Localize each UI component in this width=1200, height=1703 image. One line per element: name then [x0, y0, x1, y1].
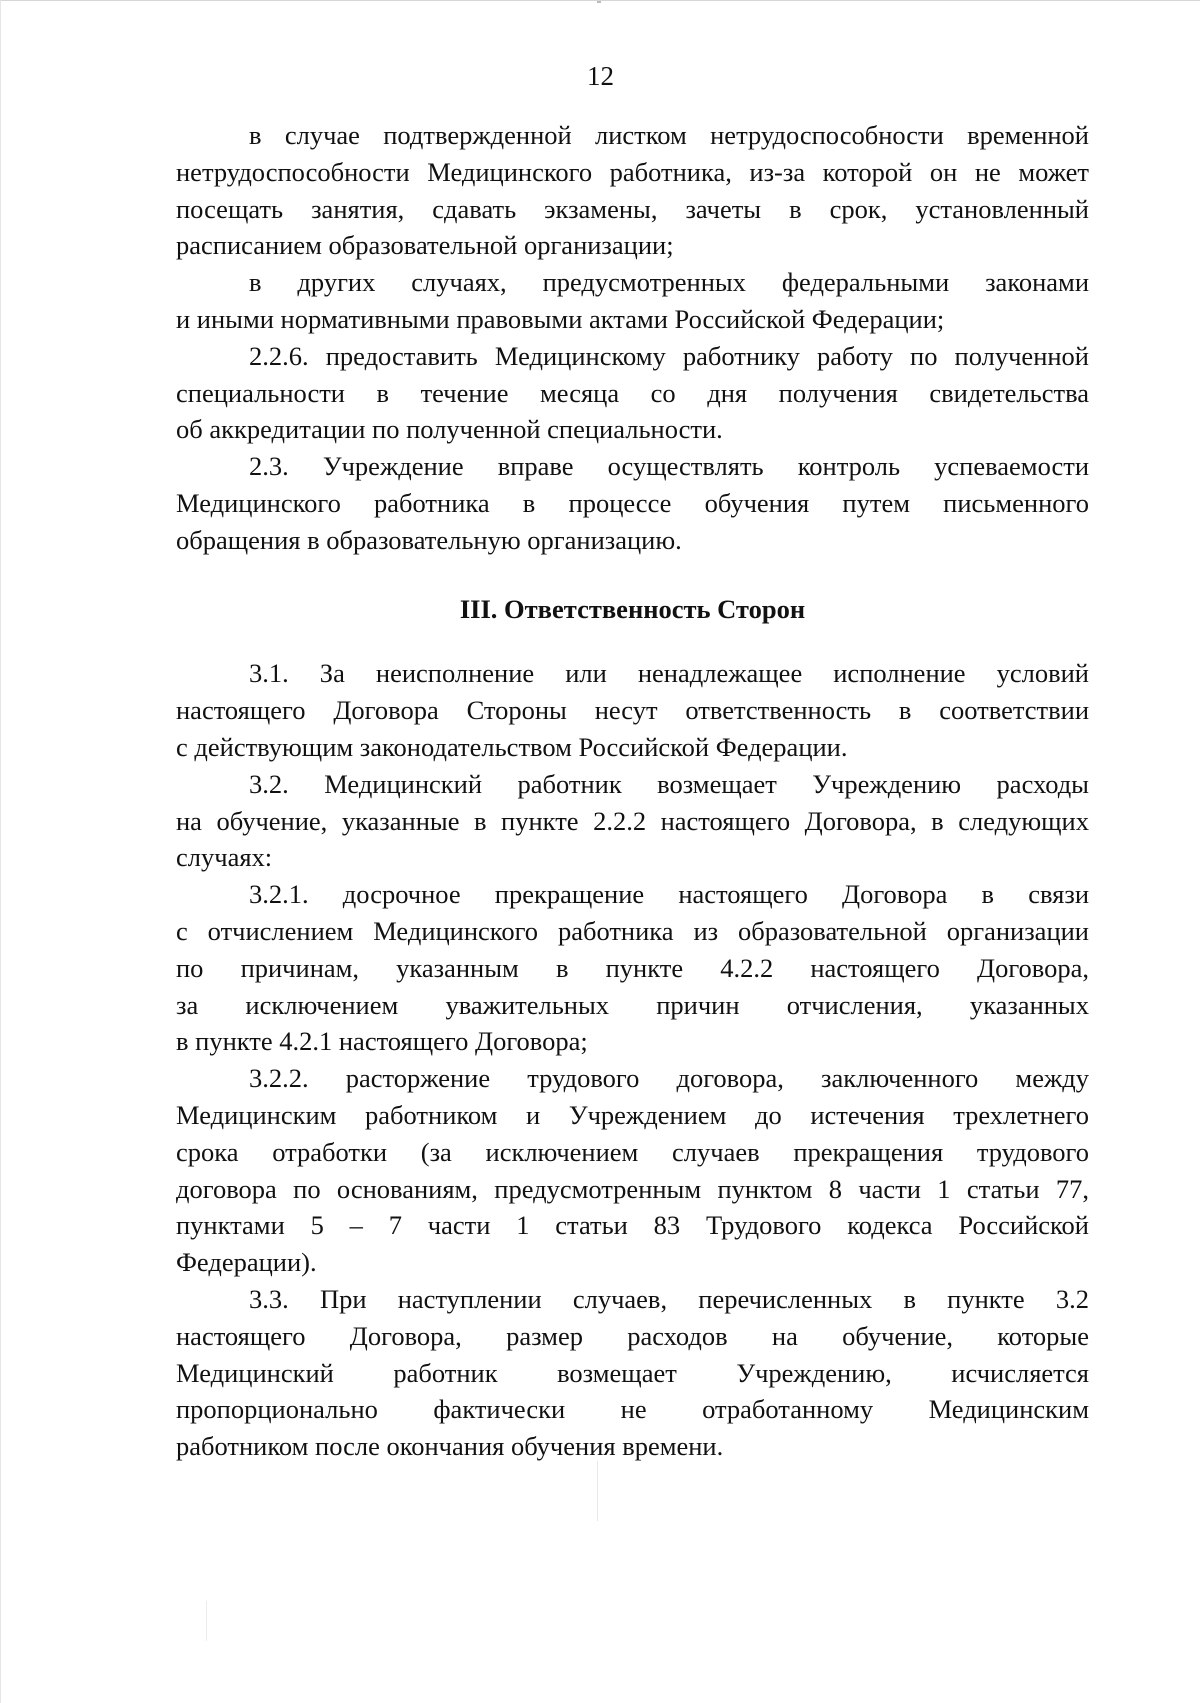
text-line: настоящего Договора Стороны несут ответственность в соответствии: [176, 695, 1089, 726]
text-line: и иными нормативными правовыми актами Российской Федерации;: [176, 303, 945, 334]
paragraph-3-2: [176, 766, 1089, 876]
text-line: за исключением уважительных причин отчисления, указанных: [176, 989, 1089, 1020]
paragraph-3-3: [176, 1281, 1089, 1465]
text-line: 3.2. Медицинский работник возмещает Учреждению расходы: [249, 768, 1089, 799]
text-line: посещать занятия, сдавать экзамены, зачеты в срок, установленный: [176, 193, 1089, 224]
text-line: срока отработки (за исключением случаев прекращения трудового: [176, 1136, 1089, 1167]
text-line: специальности в течение месяца со дня получения свидетельства: [176, 377, 1089, 408]
document-body: [176, 117, 1089, 1465]
text-line: Медицинский работник возмещает Учреждению, исчисляется: [176, 1357, 1089, 1388]
text-line: случаях:: [176, 842, 273, 873]
text-line: 3.2.1. досрочное прекращение настоящего Договора в связи: [249, 879, 1089, 910]
text-line: Медицинского работника в процессе обучения путем письменного: [176, 487, 1089, 518]
scan-mark: [597, 1, 601, 3]
text-line: с действующим законодательством Российской Федерации.: [176, 731, 848, 762]
paragraph-sick-leave: [176, 117, 1089, 264]
paragraph-3-2-1: [176, 876, 1089, 1060]
text-line: работником после окончания обучения времени.: [176, 1431, 724, 1462]
text-line: в случае подтвержденной листком нетрудоспособности временной: [249, 120, 1089, 150]
paragraph-other-cases: [176, 264, 1089, 338]
section-heading: III. Ответственность Сторон: [459, 593, 806, 624]
paragraph-2-2-6: [176, 338, 1089, 448]
scan-speck: [206, 1601, 207, 1641]
text-line: обращения в образовательную организацию.: [176, 524, 682, 555]
text-line: 3.1. За неисполнение или ненадлежащее исполнение условий: [249, 658, 1089, 689]
scan-speck: [597, 1461, 598, 1521]
text-line: Медицинским работником и Учреждением до истечения трехлетнего: [176, 1099, 1089, 1130]
text-line: 3.2.2. расторжение трудового договора, заключенного между: [249, 1063, 1089, 1094]
text-line: на обучение, указанные в пункте 2.2.2 настоящего Договора, в следующих: [176, 805, 1089, 836]
page-number: 12: [587, 61, 614, 91]
paragraph-3-1: [176, 655, 1089, 765]
text-line: пропорционально фактически не отработанному Медицинским: [176, 1394, 1089, 1425]
text-line: с отчислением Медицинского работника из образовательной организации: [176, 915, 1089, 946]
text-line: 2.3. Учреждение вправе осуществлять контроль успеваемости: [249, 451, 1089, 482]
text-line: Федерации).: [176, 1247, 317, 1278]
text-line: 2.2.6. предоставить Медицинскому работнику работу по полученной: [249, 340, 1089, 371]
paragraph-2-3: [176, 448, 1089, 558]
text-line: по причинам, указанным в пункте 4.2.2 настоящего Договора,: [176, 952, 1089, 983]
text-line: расписанием образовательной организации;: [176, 230, 674, 261]
text-line: об аккредитации по полученной специальности.: [176, 414, 723, 445]
text-line: пунктами 5 – 7 части 1 статьи 83 Трудового кодекса Российской: [176, 1210, 1089, 1241]
text-line: договора по основаниям, предусмотренным пунктом 8 части 1 статьи 77,: [176, 1173, 1089, 1204]
text-line: 3.3. При наступлении случаев, перечисленных в пункте 3.2: [249, 1283, 1089, 1314]
text-line: в других случаях, предусмотренных федеральными законами: [249, 267, 1089, 298]
paragraph-3-2-2: [176, 1060, 1089, 1281]
text-line: в пункте 4.2.1 настоящего Договора;: [176, 1026, 588, 1057]
text-line: настоящего Договора, размер расходов на обучение, которые: [176, 1320, 1089, 1351]
text-line: нетрудоспособности Медицинского работника, из-за которой он не может: [176, 156, 1089, 187]
